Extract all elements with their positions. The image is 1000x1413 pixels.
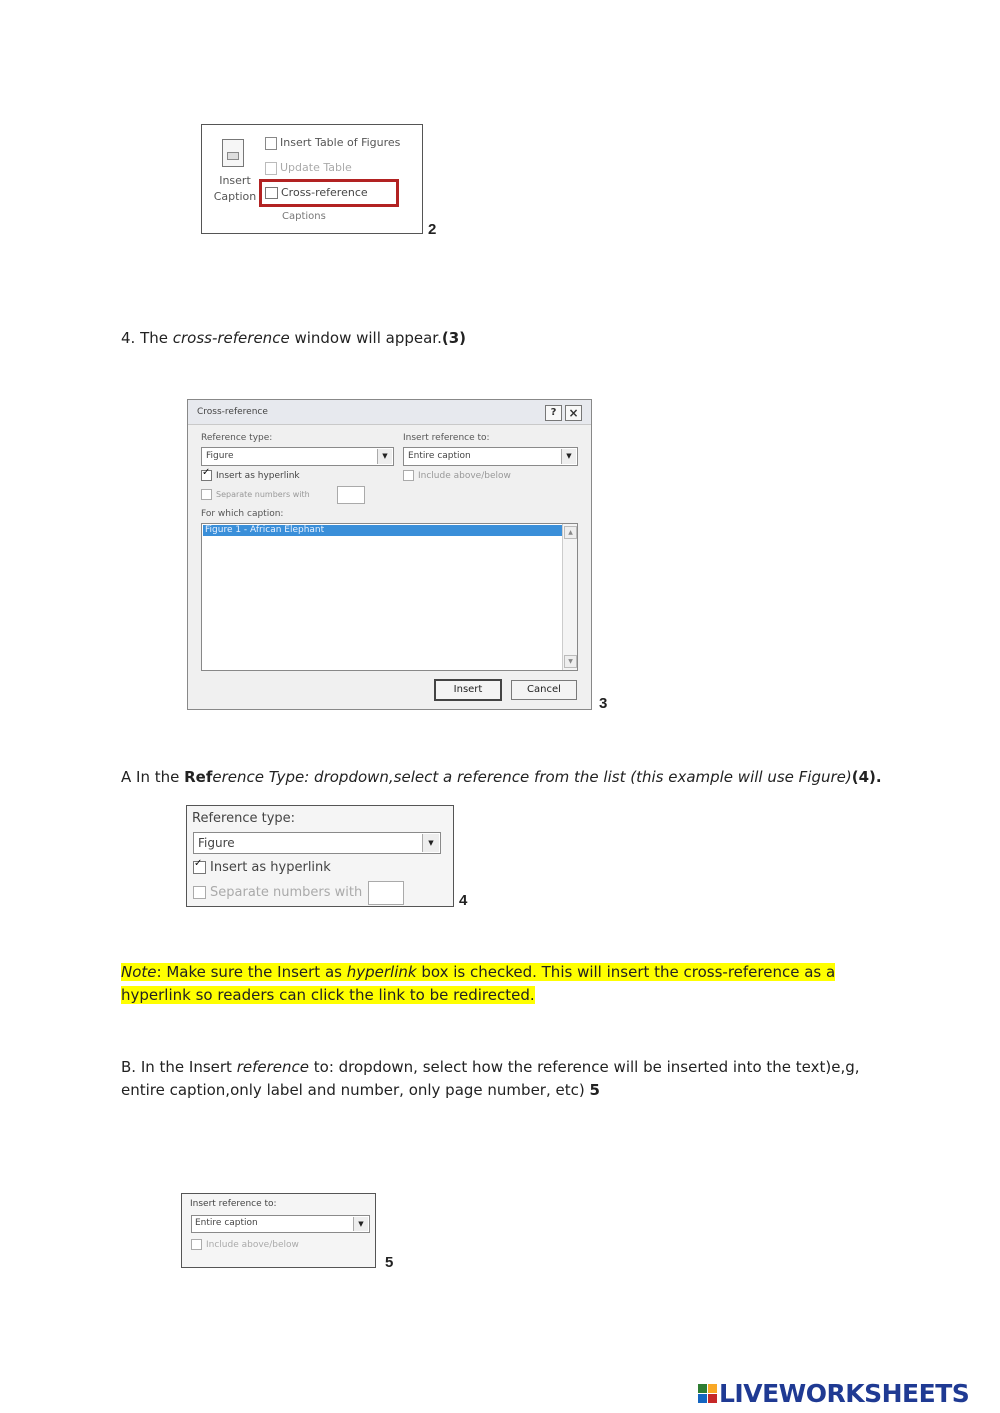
- figure-5-insert-reference-panel: [181, 1193, 376, 1268]
- cross-reference-icon: [265, 187, 278, 199]
- separate-numbers-input[interactable]: [337, 486, 365, 504]
- include-above-below-checkbox[interactable]: Include above/below: [191, 1239, 299, 1250]
- insert-caption-button[interactable]: Insert Caption: [213, 174, 257, 203]
- figure-5-number: 5: [385, 1254, 394, 1271]
- step-a-text: A In the Reference Type: dropdown,select a reference from the list (this example will use Figure)(4).: [121, 768, 882, 786]
- separate-numbers-checkbox[interactable]: Separate numbers with: [201, 489, 310, 500]
- close-button[interactable]: ×: [565, 405, 582, 421]
- scroll-up-icon[interactable]: ▲: [564, 526, 577, 539]
- reference-type-label: Reference type:: [192, 811, 296, 826]
- cross-reference-dialog: [187, 399, 592, 710]
- separate-numbers-input[interactable]: [368, 881, 404, 905]
- note-text: Note: Make sure the Insert as hyperlink box is checked. This will insert the cross-reference as a hyperlink so readers can click the link to be redirected.: [121, 963, 836, 1004]
- update-table-button[interactable]: Update Table: [265, 161, 352, 175]
- insert-reference-to-dropdown[interactable]: Entire caption ▼: [403, 447, 578, 466]
- chevron-down-icon: ▼: [422, 834, 439, 852]
- captions-group-label: Captions: [282, 211, 326, 222]
- insert-reference-to-label: Insert reference to:: [403, 433, 490, 443]
- liveworksheets-logo-text: LIVEWORKSHEETS: [719, 1379, 970, 1408]
- caption-list[interactable]: [201, 523, 578, 671]
- insert-reference-to-dropdown[interactable]: Entire caption ▼: [191, 1215, 370, 1233]
- insert-as-hyperlink-checkbox[interactable]: ✓Insert as hyperlink: [193, 860, 331, 875]
- chevron-down-icon: ▼: [561, 449, 576, 464]
- insert-reference-to-label: Insert reference to:: [190, 1199, 277, 1209]
- figure-2-captions-ribbon: [201, 124, 423, 234]
- scroll-down-icon[interactable]: ▼: [564, 655, 577, 668]
- insert-as-hyperlink-checkbox[interactable]: ✓Insert as hyperlink: [201, 470, 300, 481]
- reference-type-label: Reference type:: [201, 433, 273, 443]
- reference-type-dropdown[interactable]: Figure ▼: [201, 447, 394, 466]
- checkbox-unchecked-icon: [403, 470, 414, 481]
- checkbox-checked-icon: [201, 470, 212, 481]
- insert-table-of-figures-button[interactable]: Insert Table of Figures: [265, 136, 400, 150]
- caption-list-scrollbar[interactable]: [562, 524, 577, 670]
- dialog-title: Cross-reference: [197, 407, 268, 417]
- chevron-down-icon: ▼: [353, 1217, 368, 1231]
- figure-4-reference-type-panel: [186, 805, 454, 907]
- checkbox-unchecked-icon: [193, 886, 206, 899]
- table-of-figures-icon: [265, 137, 277, 150]
- reference-type-dropdown[interactable]: Figure ▼: [193, 832, 441, 854]
- separate-numbers-checkbox[interactable]: Separate numbers with: [193, 885, 362, 900]
- checkbox-checked-icon: [193, 861, 206, 874]
- figure-4-number: 4: [459, 892, 468, 909]
- liveworksheets-logo: [698, 1379, 969, 1408]
- cancel-button[interactable]: Cancel: [511, 680, 577, 700]
- update-table-icon: [265, 162, 277, 175]
- chevron-down-icon: ▼: [377, 449, 392, 464]
- liveworksheets-logo-icon: [698, 1384, 717, 1403]
- caption-list-item-selected[interactable]: Figure 1 - African Elephant: [203, 525, 563, 536]
- figure-3-number: 3: [599, 695, 608, 712]
- step-4-text: 4. The cross-reference window will appear.(3): [121, 329, 467, 347]
- checkbox-unchecked-icon: [201, 489, 212, 500]
- checkbox-unchecked-icon: [191, 1239, 202, 1250]
- dialog-title-bar: [188, 400, 591, 425]
- include-above-below-checkbox[interactable]: Include above/below: [403, 470, 511, 481]
- insert-button[interactable]: Insert: [434, 679, 502, 701]
- for-which-caption-label: For which caption:: [201, 509, 284, 519]
- insert-caption-icon: [222, 139, 244, 167]
- cross-reference-button[interactable]: Cross-reference: [259, 179, 399, 207]
- figure-2-number: 2: [428, 221, 437, 238]
- step-b-text: B. In the Insert reference to: dropdown, select how the reference will be inserted into the text)e,g, entire caption,only label and number, only page number, etc) 5: [121, 1058, 860, 1099]
- help-button[interactable]: ?: [545, 405, 562, 421]
